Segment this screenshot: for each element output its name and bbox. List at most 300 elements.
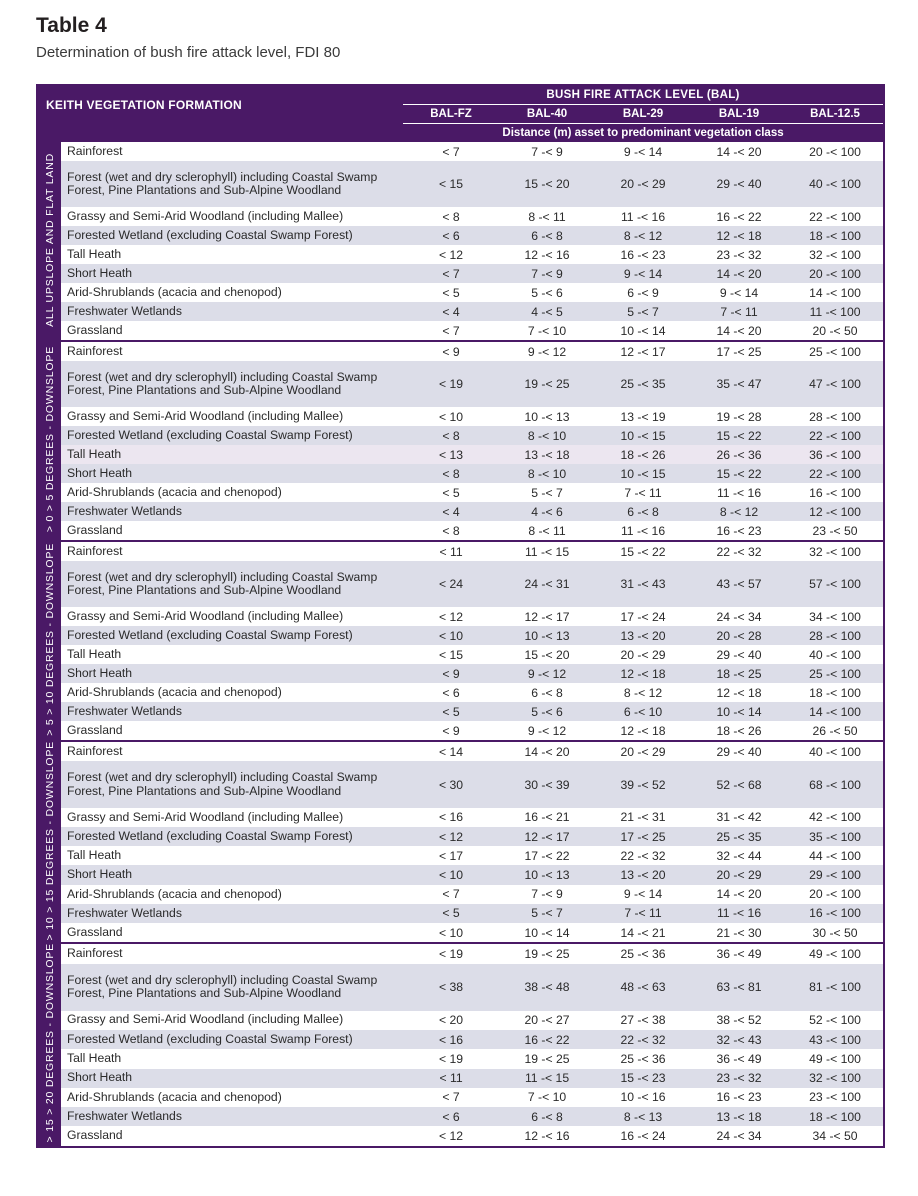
distance-cell: 32 -< 100 <box>787 1069 884 1088</box>
table-row <box>37 683 884 702</box>
table-row <box>37 302 884 321</box>
vegetation-cell: Freshwater Wetlands <box>61 1107 403 1126</box>
distance-cell: < 7 <box>403 885 499 904</box>
distance-cell: 27 -< 38 <box>595 1011 691 1030</box>
distance-cell: 8 -< 12 <box>691 502 787 521</box>
slope-group-label <box>37 341 61 541</box>
distance-cell: 18 -< 26 <box>595 445 691 464</box>
table-row <box>37 645 884 664</box>
distance-cell: 5 -< 6 <box>499 702 595 721</box>
distance-cell: 22 -< 32 <box>595 1030 691 1049</box>
table-row <box>37 1126 884 1146</box>
table-row <box>37 464 884 483</box>
distance-cell: 32 -< 100 <box>787 541 884 561</box>
distance-cell: 15 -< 20 <box>499 645 595 664</box>
distance-cell: 15 -< 20 <box>499 161 595 207</box>
distance-cell: 16 -< 23 <box>691 1088 787 1107</box>
distance-cell: 6 -< 8 <box>499 683 595 702</box>
distance-cell: 25 -< 35 <box>691 827 787 846</box>
distance-cell: 25 -< 100 <box>787 341 884 361</box>
distance-cell: 20 -< 100 <box>787 264 884 283</box>
distance-cell: 29 -< 100 <box>787 865 884 884</box>
distance-cell: < 15 <box>403 161 499 207</box>
table-row <box>37 865 884 884</box>
distance-cell: 5 -< 7 <box>595 302 691 321</box>
distance-cell: 26 -< 50 <box>787 721 884 741</box>
vegetation-cell: Grassy and Semi-Arid Woodland (including Mallee) <box>61 607 403 626</box>
vegetation-cell: Short Heath <box>61 664 403 683</box>
distance-cell: 40 -< 100 <box>787 741 884 761</box>
distance-cell: < 16 <box>403 1030 499 1049</box>
distance-cell: 25 -< 36 <box>595 943 691 963</box>
distance-cell: 7 -< 11 <box>595 483 691 502</box>
distance-cell: 13 -< 18 <box>499 445 595 464</box>
vegetation-cell: Rainforest <box>61 541 403 561</box>
slope-group-text: > 10 > 15 DEGREES - DOWNSLOPE <box>43 741 56 941</box>
table-row <box>37 264 884 283</box>
distance-cell: 18 -< 100 <box>787 226 884 245</box>
vegetation-cell: Forested Wetland (excluding Coastal Swamp Forest) <box>61 626 403 645</box>
distance-cell: 21 -< 31 <box>595 808 691 827</box>
distance-cell: 7 -< 9 <box>499 885 595 904</box>
table-row <box>37 923 884 943</box>
distance-cell: < 10 <box>403 865 499 884</box>
distance-cell: 52 -< 68 <box>691 761 787 808</box>
distance-cell: 52 -< 100 <box>787 1011 884 1030</box>
distance-cell: 20 -< 28 <box>691 626 787 645</box>
distance-cell: 22 -< 100 <box>787 426 884 445</box>
distance-cell: 14 -< 20 <box>691 264 787 283</box>
distance-cell: 8 -< 10 <box>499 464 595 483</box>
distance-cell: 10 -< 13 <box>499 626 595 645</box>
distance-cell: < 11 <box>403 1069 499 1088</box>
vegetation-cell: Short Heath <box>61 464 403 483</box>
distance-cell: 81 -< 100 <box>787 964 884 1011</box>
distance-cell: 5 -< 6 <box>499 283 595 302</box>
distance-cell: 29 -< 40 <box>691 645 787 664</box>
distance-cell: 23 -< 32 <box>691 1069 787 1088</box>
vegetation-cell: Short Heath <box>61 1069 403 1088</box>
table-row <box>37 142 884 161</box>
vegetation-cell: Grassy and Semi-Arid Woodland (including Mallee) <box>61 407 403 426</box>
table-row <box>37 702 884 721</box>
bal-header: BUSH FIRE ATTACK LEVEL (BAL) <box>403 85 884 105</box>
distance-cell: 18 -< 26 <box>691 721 787 741</box>
distance-cell: 23 -< 100 <box>787 1088 884 1107</box>
distance-cell: 11 -< 16 <box>691 483 787 502</box>
slope-group-text: > 15 > 20 DEGREES - DOWNSLOPE <box>43 943 56 1143</box>
distance-cell: 16 -< 24 <box>595 1126 691 1146</box>
distance-cell: < 19 <box>403 943 499 963</box>
distance-cell: 23 -< 50 <box>787 521 884 541</box>
vegetation-cell: Short Heath <box>61 264 403 283</box>
table-row <box>37 626 884 645</box>
vegetation-cell: Rainforest <box>61 341 403 361</box>
distance-cell: 24 -< 34 <box>691 1126 787 1146</box>
distance-cell: 7 -< 10 <box>499 321 595 341</box>
distance-cell: 49 -< 100 <box>787 1049 884 1068</box>
table-row <box>37 541 884 561</box>
distance-cell: < 7 <box>403 142 499 161</box>
distance-cell: 10 -< 16 <box>595 1088 691 1107</box>
distance-cell: 16 -< 22 <box>499 1030 595 1049</box>
distance-cell: < 6 <box>403 226 499 245</box>
distance-cell: < 9 <box>403 664 499 683</box>
distance-cell: 15 -< 23 <box>595 1069 691 1088</box>
distance-cell: 19 -< 25 <box>499 943 595 963</box>
distance-cell: 30 -< 39 <box>499 761 595 808</box>
distance-cell: 36 -< 100 <box>787 445 884 464</box>
distance-cell: 20 -< 29 <box>595 741 691 761</box>
distance-cell: < 16 <box>403 808 499 827</box>
distance-cell: 16 -< 22 <box>691 207 787 226</box>
distance-cell: 35 -< 47 <box>691 361 787 407</box>
distance-cell: 14 -< 20 <box>691 142 787 161</box>
distance-cell: 16 -< 23 <box>595 245 691 264</box>
distance-cell: 9 -< 12 <box>499 721 595 741</box>
formation-header-spacer <box>37 124 403 143</box>
table-row <box>37 407 884 426</box>
distance-cell: 23 -< 32 <box>691 245 787 264</box>
distance-cell: < 9 <box>403 721 499 741</box>
distance-cell: 9 -< 14 <box>595 885 691 904</box>
table-row <box>37 904 884 923</box>
table-row <box>37 885 884 904</box>
distance-cell: 16 -< 100 <box>787 904 884 923</box>
table-row <box>37 964 884 1011</box>
distance-cell: 39 -< 52 <box>595 761 691 808</box>
distance-cell: 9 -< 12 <box>499 341 595 361</box>
distance-cell: 20 -< 100 <box>787 142 884 161</box>
distance-cell: < 12 <box>403 827 499 846</box>
distance-cell: 40 -< 100 <box>787 645 884 664</box>
distance-cell: 7 -< 11 <box>691 302 787 321</box>
table-row <box>37 321 884 341</box>
vegetation-cell: Grassland <box>61 923 403 943</box>
table-row <box>37 161 884 207</box>
vegetation-cell: Rainforest <box>61 741 403 761</box>
distance-cell: < 30 <box>403 761 499 808</box>
slope-group-label <box>37 943 61 1146</box>
distance-cell: 4 -< 6 <box>499 502 595 521</box>
slope-group-text: > 5 > 10 DEGREES - DOWNSLOPE <box>43 543 56 736</box>
distance-cell: 11 -< 15 <box>499 541 595 561</box>
distance-cell: 22 -< 32 <box>691 541 787 561</box>
distance-cell: < 6 <box>403 1107 499 1126</box>
table-body <box>37 142 884 1147</box>
distance-cell: 12 -< 17 <box>499 827 595 846</box>
distance-cell: 25 -< 100 <box>787 664 884 683</box>
distance-cell: 11 -< 16 <box>595 207 691 226</box>
distance-cell: 38 -< 52 <box>691 1011 787 1030</box>
distance-cell: 28 -< 100 <box>787 626 884 645</box>
distance-cell: 20 -< 100 <box>787 885 884 904</box>
distance-cell: 13 -< 20 <box>595 626 691 645</box>
col-header-bal-19: BAL-19 <box>691 105 787 124</box>
distance-cell: 9 -< 14 <box>691 283 787 302</box>
distance-cell: 15 -< 22 <box>595 541 691 561</box>
distance-cell: 12 -< 18 <box>691 226 787 245</box>
distance-cell: 17 -< 25 <box>595 827 691 846</box>
distance-cell: < 7 <box>403 321 499 341</box>
distance-cell: < 10 <box>403 407 499 426</box>
distance-cell: 8 -< 10 <box>499 426 595 445</box>
distance-cell: 36 -< 49 <box>691 943 787 963</box>
distance-cell: 47 -< 100 <box>787 361 884 407</box>
distance-cell: 7 -< 11 <box>595 904 691 923</box>
vegetation-cell: Forested Wetland (excluding Coastal Swamp Forest) <box>61 426 403 445</box>
table-row <box>37 943 884 963</box>
distance-cell: < 8 <box>403 464 499 483</box>
distance-cell: 40 -< 100 <box>787 161 884 207</box>
distance-cell: 5 -< 7 <box>499 483 595 502</box>
distance-cell: < 10 <box>403 923 499 943</box>
distance-cell: 10 -< 14 <box>595 321 691 341</box>
table-row <box>37 426 884 445</box>
distance-cell: 12 -< 100 <box>787 502 884 521</box>
distance-cell: 20 -< 50 <box>787 321 884 341</box>
distance-cell: 13 -< 19 <box>595 407 691 426</box>
distance-cell: 14 -< 100 <box>787 702 884 721</box>
distance-cell: 35 -< 100 <box>787 827 884 846</box>
distance-cell: 32 -< 44 <box>691 846 787 865</box>
distance-cell: 10 -< 14 <box>691 702 787 721</box>
distance-cell: 8 -< 12 <box>595 683 691 702</box>
vegetation-cell: Forested Wetland (excluding Coastal Swamp Forest) <box>61 827 403 846</box>
vegetation-cell: Arid-Shrublands (acacia and chenopod) <box>61 1088 403 1107</box>
distance-cell: 16 -< 23 <box>691 521 787 541</box>
distance-cell: 15 -< 22 <box>691 464 787 483</box>
distance-cell: < 15 <box>403 645 499 664</box>
distance-cell: 8 -< 13 <box>595 1107 691 1126</box>
distance-cell: < 7 <box>403 1088 499 1107</box>
distance-cell: 19 -< 28 <box>691 407 787 426</box>
distance-cell: < 11 <box>403 541 499 561</box>
table-row <box>37 561 884 607</box>
distance-cell: < 20 <box>403 1011 499 1030</box>
vegetation-cell: Arid-Shrublands (acacia and chenopod) <box>61 283 403 302</box>
distance-cell: 17 -< 22 <box>499 846 595 865</box>
distance-cell: < 8 <box>403 426 499 445</box>
slope-group-text: > 0 > 5 DEGREES - DOWNSLOPE <box>43 346 56 533</box>
distance-cell: 14 -< 20 <box>499 741 595 761</box>
col-header-bal-40: BAL-40 <box>499 105 595 124</box>
distance-cell: 44 -< 100 <box>787 846 884 865</box>
distance-cell: 10 -< 15 <box>595 464 691 483</box>
distance-cell: 68 -< 100 <box>787 761 884 808</box>
vegetation-cell: Freshwater Wetlands <box>61 502 403 521</box>
distance-cell: 43 -< 57 <box>691 561 787 607</box>
table-row <box>37 827 884 846</box>
table-row <box>37 808 884 827</box>
slope-group-text: ALL UPSLOPE AND FLAT LAND <box>43 153 56 327</box>
distance-cell: 36 -< 49 <box>691 1049 787 1068</box>
distance-cell: 6 -< 8 <box>499 1107 595 1126</box>
table-row <box>37 1107 884 1126</box>
distance-cell: 14 -< 20 <box>691 885 787 904</box>
vegetation-cell: Forest (wet and dry sclerophyll) including Coastal Swamp Forest, Pine Plantations and Sub-Alpine Woodland <box>61 761 403 808</box>
table-row <box>37 607 884 626</box>
distance-cell: 34 -< 100 <box>787 607 884 626</box>
table-row <box>37 846 884 865</box>
distance-cell: 26 -< 36 <box>691 445 787 464</box>
vegetation-cell: Forested Wetland (excluding Coastal Swamp Forest) <box>61 226 403 245</box>
distance-cell: < 13 <box>403 445 499 464</box>
distance-cell: 32 -< 43 <box>691 1030 787 1049</box>
distance-cell: 14 -< 100 <box>787 283 884 302</box>
distance-cell: 12 -< 18 <box>595 664 691 683</box>
vegetation-cell: Tall Heath <box>61 445 403 464</box>
vegetation-cell: Forested Wetland (excluding Coastal Swamp Forest) <box>61 1030 403 1049</box>
formation-header: KEITH VEGETATION FORMATION <box>37 85 403 124</box>
distance-cell: 6 -< 10 <box>595 702 691 721</box>
distance-cell: < 6 <box>403 683 499 702</box>
vegetation-cell: Freshwater Wetlands <box>61 302 403 321</box>
distance-cell: < 17 <box>403 846 499 865</box>
distance-cell: 10 -< 15 <box>595 426 691 445</box>
distance-cell: 4 -< 5 <box>499 302 595 321</box>
distance-cell: 8 -< 12 <box>595 226 691 245</box>
table-row <box>37 721 884 741</box>
distance-cell: 9 -< 12 <box>499 664 595 683</box>
distance-cell: 11 -< 15 <box>499 1069 595 1088</box>
vegetation-cell: Short Heath <box>61 865 403 884</box>
table-row <box>37 502 884 521</box>
distance-cell: 12 -< 16 <box>499 245 595 264</box>
distance-cell: 18 -< 100 <box>787 683 884 702</box>
vegetation-cell: Grassland <box>61 1126 403 1146</box>
slope-group-label <box>37 741 61 943</box>
vegetation-cell: Tall Heath <box>61 846 403 865</box>
distance-cell: 22 -< 100 <box>787 207 884 226</box>
vegetation-cell: Tall Heath <box>61 245 403 264</box>
vegetation-cell: Tall Heath <box>61 1049 403 1068</box>
distance-cell: 25 -< 35 <box>595 361 691 407</box>
table-row <box>37 741 884 761</box>
vegetation-cell: Rainforest <box>61 943 403 963</box>
distance-cell: < 7 <box>403 264 499 283</box>
distance-cell: < 24 <box>403 561 499 607</box>
distance-cell: 43 -< 100 <box>787 1030 884 1049</box>
vegetation-cell: Freshwater Wetlands <box>61 904 403 923</box>
distance-cell: 38 -< 48 <box>499 964 595 1011</box>
distance-cell: < 12 <box>403 1126 499 1146</box>
distance-cell: 14 -< 20 <box>691 321 787 341</box>
vegetation-cell: Grassy and Semi-Arid Woodland (including Mallee) <box>61 1011 403 1030</box>
distance-cell: 11 -< 100 <box>787 302 884 321</box>
distance-cell: < 8 <box>403 521 499 541</box>
distance-cell: 31 -< 43 <box>595 561 691 607</box>
vegetation-cell: Grassland <box>61 321 403 341</box>
distance-cell: < 12 <box>403 245 499 264</box>
distance-cell: 7 -< 9 <box>499 142 595 161</box>
distance-cell: 8 -< 11 <box>499 521 595 541</box>
distance-cell: < 8 <box>403 207 499 226</box>
distance-cell: 31 -< 42 <box>691 808 787 827</box>
table-row <box>37 361 884 407</box>
vegetation-cell: Grassy and Semi-Arid Woodland (including Mallee) <box>61 808 403 827</box>
distance-cell: 63 -< 81 <box>691 964 787 1011</box>
distance-cell: < 5 <box>403 702 499 721</box>
table-row <box>37 483 884 502</box>
vegetation-cell: Tall Heath <box>61 645 403 664</box>
distance-cell: 16 -< 100 <box>787 483 884 502</box>
distance-cell: 10 -< 14 <box>499 923 595 943</box>
distance-cell: < 14 <box>403 741 499 761</box>
vegetation-cell: Grassy and Semi-Arid Woodland (including Mallee) <box>61 207 403 226</box>
distance-cell: < 4 <box>403 302 499 321</box>
distance-cell: 48 -< 63 <box>595 964 691 1011</box>
distance-cell: 14 -< 21 <box>595 923 691 943</box>
distance-cell: 12 -< 18 <box>595 721 691 741</box>
distance-cell: 12 -< 16 <box>499 1126 595 1146</box>
distance-cell: 19 -< 25 <box>499 1049 595 1068</box>
distance-cell: < 5 <box>403 283 499 302</box>
distance-cell: 21 -< 30 <box>691 923 787 943</box>
distance-cell: 6 -< 8 <box>595 502 691 521</box>
vegetation-cell: Forest (wet and dry sclerophyll) including Coastal Swamp Forest, Pine Plantations and Sub-Alpine Woodland <box>61 964 403 1011</box>
distance-cell: 18 -< 25 <box>691 664 787 683</box>
col-header-bal-29: BAL-29 <box>595 105 691 124</box>
distance-cell: 6 -< 8 <box>499 226 595 245</box>
table-row <box>37 283 884 302</box>
distance-cell: 9 -< 14 <box>595 264 691 283</box>
distance-cell: 42 -< 100 <box>787 808 884 827</box>
vegetation-cell: Arid-Shrublands (acacia and chenopod) <box>61 483 403 502</box>
vegetation-cell: Grassland <box>61 521 403 541</box>
distance-cell: 10 -< 13 <box>499 407 595 426</box>
table-title: Table 4 <box>36 14 107 37</box>
distance-cell: < 5 <box>403 483 499 502</box>
distance-cell: 20 -< 29 <box>595 161 691 207</box>
vegetation-cell: Arid-Shrublands (acacia and chenopod) <box>61 683 403 702</box>
table-row <box>37 1030 884 1049</box>
vegetation-cell: Freshwater Wetlands <box>61 702 403 721</box>
table-row <box>37 445 884 464</box>
distance-cell: 10 -< 13 <box>499 865 595 884</box>
col-header-bal-fz: BAL-FZ <box>403 105 499 124</box>
distance-cell: 22 -< 32 <box>595 846 691 865</box>
distance-cell: < 5 <box>403 904 499 923</box>
table-row <box>37 1049 884 1068</box>
vegetation-cell: Grassland <box>61 721 403 741</box>
table-row <box>37 1011 884 1030</box>
distance-cell: < 38 <box>403 964 499 1011</box>
distance-cell: 17 -< 25 <box>691 341 787 361</box>
distance-cell: < 10 <box>403 626 499 645</box>
distance-cell: 13 -< 18 <box>691 1107 787 1126</box>
distance-cell: 24 -< 31 <box>499 561 595 607</box>
table-subtitle: Determination of bush fire attack level, FDI 80 <box>36 44 341 61</box>
distance-cell: 32 -< 100 <box>787 245 884 264</box>
table-row <box>37 521 884 541</box>
distance-cell: 29 -< 40 <box>691 741 787 761</box>
table-row <box>37 245 884 264</box>
vegetation-cell: Forest (wet and dry sclerophyll) including Coastal Swamp Forest, Pine Plantations and Sub-Alpine Woodland <box>61 161 403 207</box>
distance-cell: < 19 <box>403 1049 499 1068</box>
distance-cell: 20 -< 29 <box>595 645 691 664</box>
distance-header: Distance (m) asset to predominant vegetation class <box>403 124 884 143</box>
distance-cell: 11 -< 16 <box>595 521 691 541</box>
distance-cell: 7 -< 10 <box>499 1088 595 1107</box>
distance-cell: < 12 <box>403 607 499 626</box>
distance-cell: 17 -< 24 <box>595 607 691 626</box>
distance-cell: 30 -< 50 <box>787 923 884 943</box>
table-row <box>37 1088 884 1107</box>
distance-cell: 12 -< 17 <box>595 341 691 361</box>
table-row <box>37 1069 884 1088</box>
bal-table <box>36 84 885 1148</box>
